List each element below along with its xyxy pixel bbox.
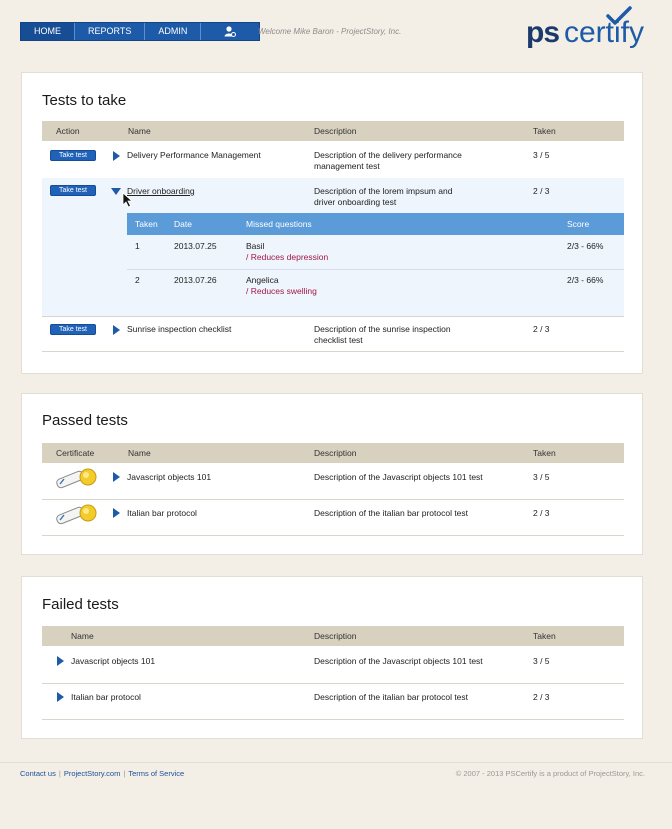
test-name-link[interactable]: Delivery Performance Management (127, 150, 261, 160)
attempt-score: 2/3 - 66% (567, 275, 604, 285)
expand-arrow-icon[interactable] (57, 692, 64, 702)
col-attempt-taken: Taken (135, 219, 158, 229)
nav-user[interactable] (201, 23, 259, 40)
col-date: Date (174, 219, 192, 229)
col-name: Name (128, 448, 151, 458)
taken-count: 2 / 3 (533, 508, 550, 518)
taken-count: 3 / 5 (533, 150, 550, 160)
projectstory-link[interactable]: ProjectStory.com (63, 769, 121, 778)
divider (42, 535, 624, 536)
taken-count: 2 / 3 (533, 324, 550, 334)
attempts-header (127, 213, 624, 235)
certificate-icon[interactable] (54, 502, 98, 528)
divider (42, 683, 624, 684)
col-description: Description (314, 126, 357, 136)
col-taken: Taken (533, 448, 556, 458)
col-taken: Taken (533, 126, 556, 136)
col-score: Score (567, 219, 590, 229)
col-missed: Missed questions (246, 219, 312, 229)
attempt-number: 1 (135, 241, 140, 251)
missed-question: Angelica (246, 275, 279, 285)
attempt-number: 2 (135, 275, 140, 285)
passed-tests-title: Passed tests (42, 412, 128, 429)
col-description: Description (314, 448, 357, 458)
expand-arrow-icon[interactable] (113, 151, 120, 161)
divider (127, 269, 624, 270)
checkmark-icon (606, 6, 632, 26)
col-taken: Taken (533, 631, 556, 641)
divider (42, 316, 624, 317)
failed-tests-title: Failed tests (42, 596, 119, 613)
footer-links (20, 769, 184, 778)
footer-divider (0, 762, 672, 763)
tests-to-take-title: Tests to take (42, 92, 127, 109)
test-description: Description of the Javascript objects 101 test (314, 472, 483, 482)
attempt-date: 2013.07.25 (174, 241, 217, 251)
divider (42, 499, 624, 500)
taken-count: 3 / 5 (533, 656, 550, 666)
test-description: Description of the lorem impsum and (314, 186, 453, 196)
col-name: Name (71, 631, 94, 641)
test-description-cont: checklist test (314, 335, 363, 345)
logo[interactable] (526, 6, 646, 50)
col-description: Description (314, 631, 357, 641)
nav-reports[interactable]: REPORTS (75, 23, 145, 40)
taken-count: 2 / 3 (533, 692, 550, 702)
header (0, 0, 672, 55)
main-nav (20, 22, 260, 41)
welcome-text: Welcome Mike Baron - ProjectStory, Inc. (258, 27, 402, 36)
test-description-cont: driver onboarding test (314, 197, 397, 207)
expand-arrow-icon[interactable] (113, 325, 120, 335)
test-name-link[interactable]: Javascript objects 101 (71, 656, 156, 666)
expand-arrow-icon[interactable] (57, 656, 64, 666)
test-name-link[interactable]: Italian bar protocol (71, 692, 141, 702)
taken-count: 2 / 3 (533, 186, 550, 196)
nav-admin[interactable]: ADMIN (145, 23, 201, 40)
missed-topic: / Reduces swelling (246, 286, 317, 296)
contact-us-link[interactable]: Contact us (20, 769, 56, 778)
passed-tests-header (42, 443, 624, 463)
terms-link[interactable]: Terms of Service (128, 769, 185, 778)
logo-certify: certify (564, 16, 645, 49)
certificate-icon[interactable] (54, 466, 98, 492)
divider (42, 719, 624, 720)
test-description: Description of the delivery performance (314, 150, 462, 160)
expand-arrow-icon[interactable] (113, 472, 120, 482)
test-description: Description of the italian bar protocol test (314, 692, 469, 702)
col-certificate: Certificate (56, 448, 95, 458)
user-settings-icon (224, 26, 236, 37)
test-description: Description of the italian bar protocol test (314, 508, 469, 518)
divider (42, 351, 624, 352)
footer-separator: | (58, 769, 61, 778)
collapse-arrow-icon[interactable] (111, 188, 121, 195)
test-description: Description of the sunrise inspection (314, 324, 451, 334)
take-test-button[interactable]: Take test (50, 185, 96, 196)
expand-arrow-icon[interactable] (113, 508, 120, 518)
take-test-button[interactable]: Take test (50, 324, 96, 335)
col-action: Action (56, 126, 80, 136)
test-name-link[interactable]: Italian bar protocol (127, 508, 197, 518)
test-description-cont: management test (314, 161, 380, 171)
failed-tests-header (42, 626, 624, 646)
test-name-link[interactable]: Sunrise inspection checklist (127, 324, 232, 334)
attempt-date: 2013.07.26 (174, 275, 217, 285)
taken-count: 3 / 5 (533, 472, 550, 482)
attempt-score: 2/3 - 66% (567, 241, 604, 251)
test-description: Description of the Javascript objects 101 test (314, 656, 483, 666)
missed-question: Basil (246, 241, 265, 251)
footer-separator: | (123, 769, 126, 778)
copyright: © 2007 - 2013 PSCertify is a product of ProjectStory, Inc. (455, 769, 645, 778)
col-name: Name (128, 126, 151, 136)
test-name-link[interactable]: Driver onboarding (127, 186, 195, 196)
tests-to-take-header (42, 121, 624, 141)
nav-home[interactable]: HOME (21, 23, 75, 40)
missed-topic: / Reduces depression (246, 252, 329, 262)
take-test-button[interactable]: Take test (50, 150, 96, 161)
logo-ps: ps (526, 16, 560, 49)
test-name-link[interactable]: Javascript objects 101 (127, 472, 212, 482)
